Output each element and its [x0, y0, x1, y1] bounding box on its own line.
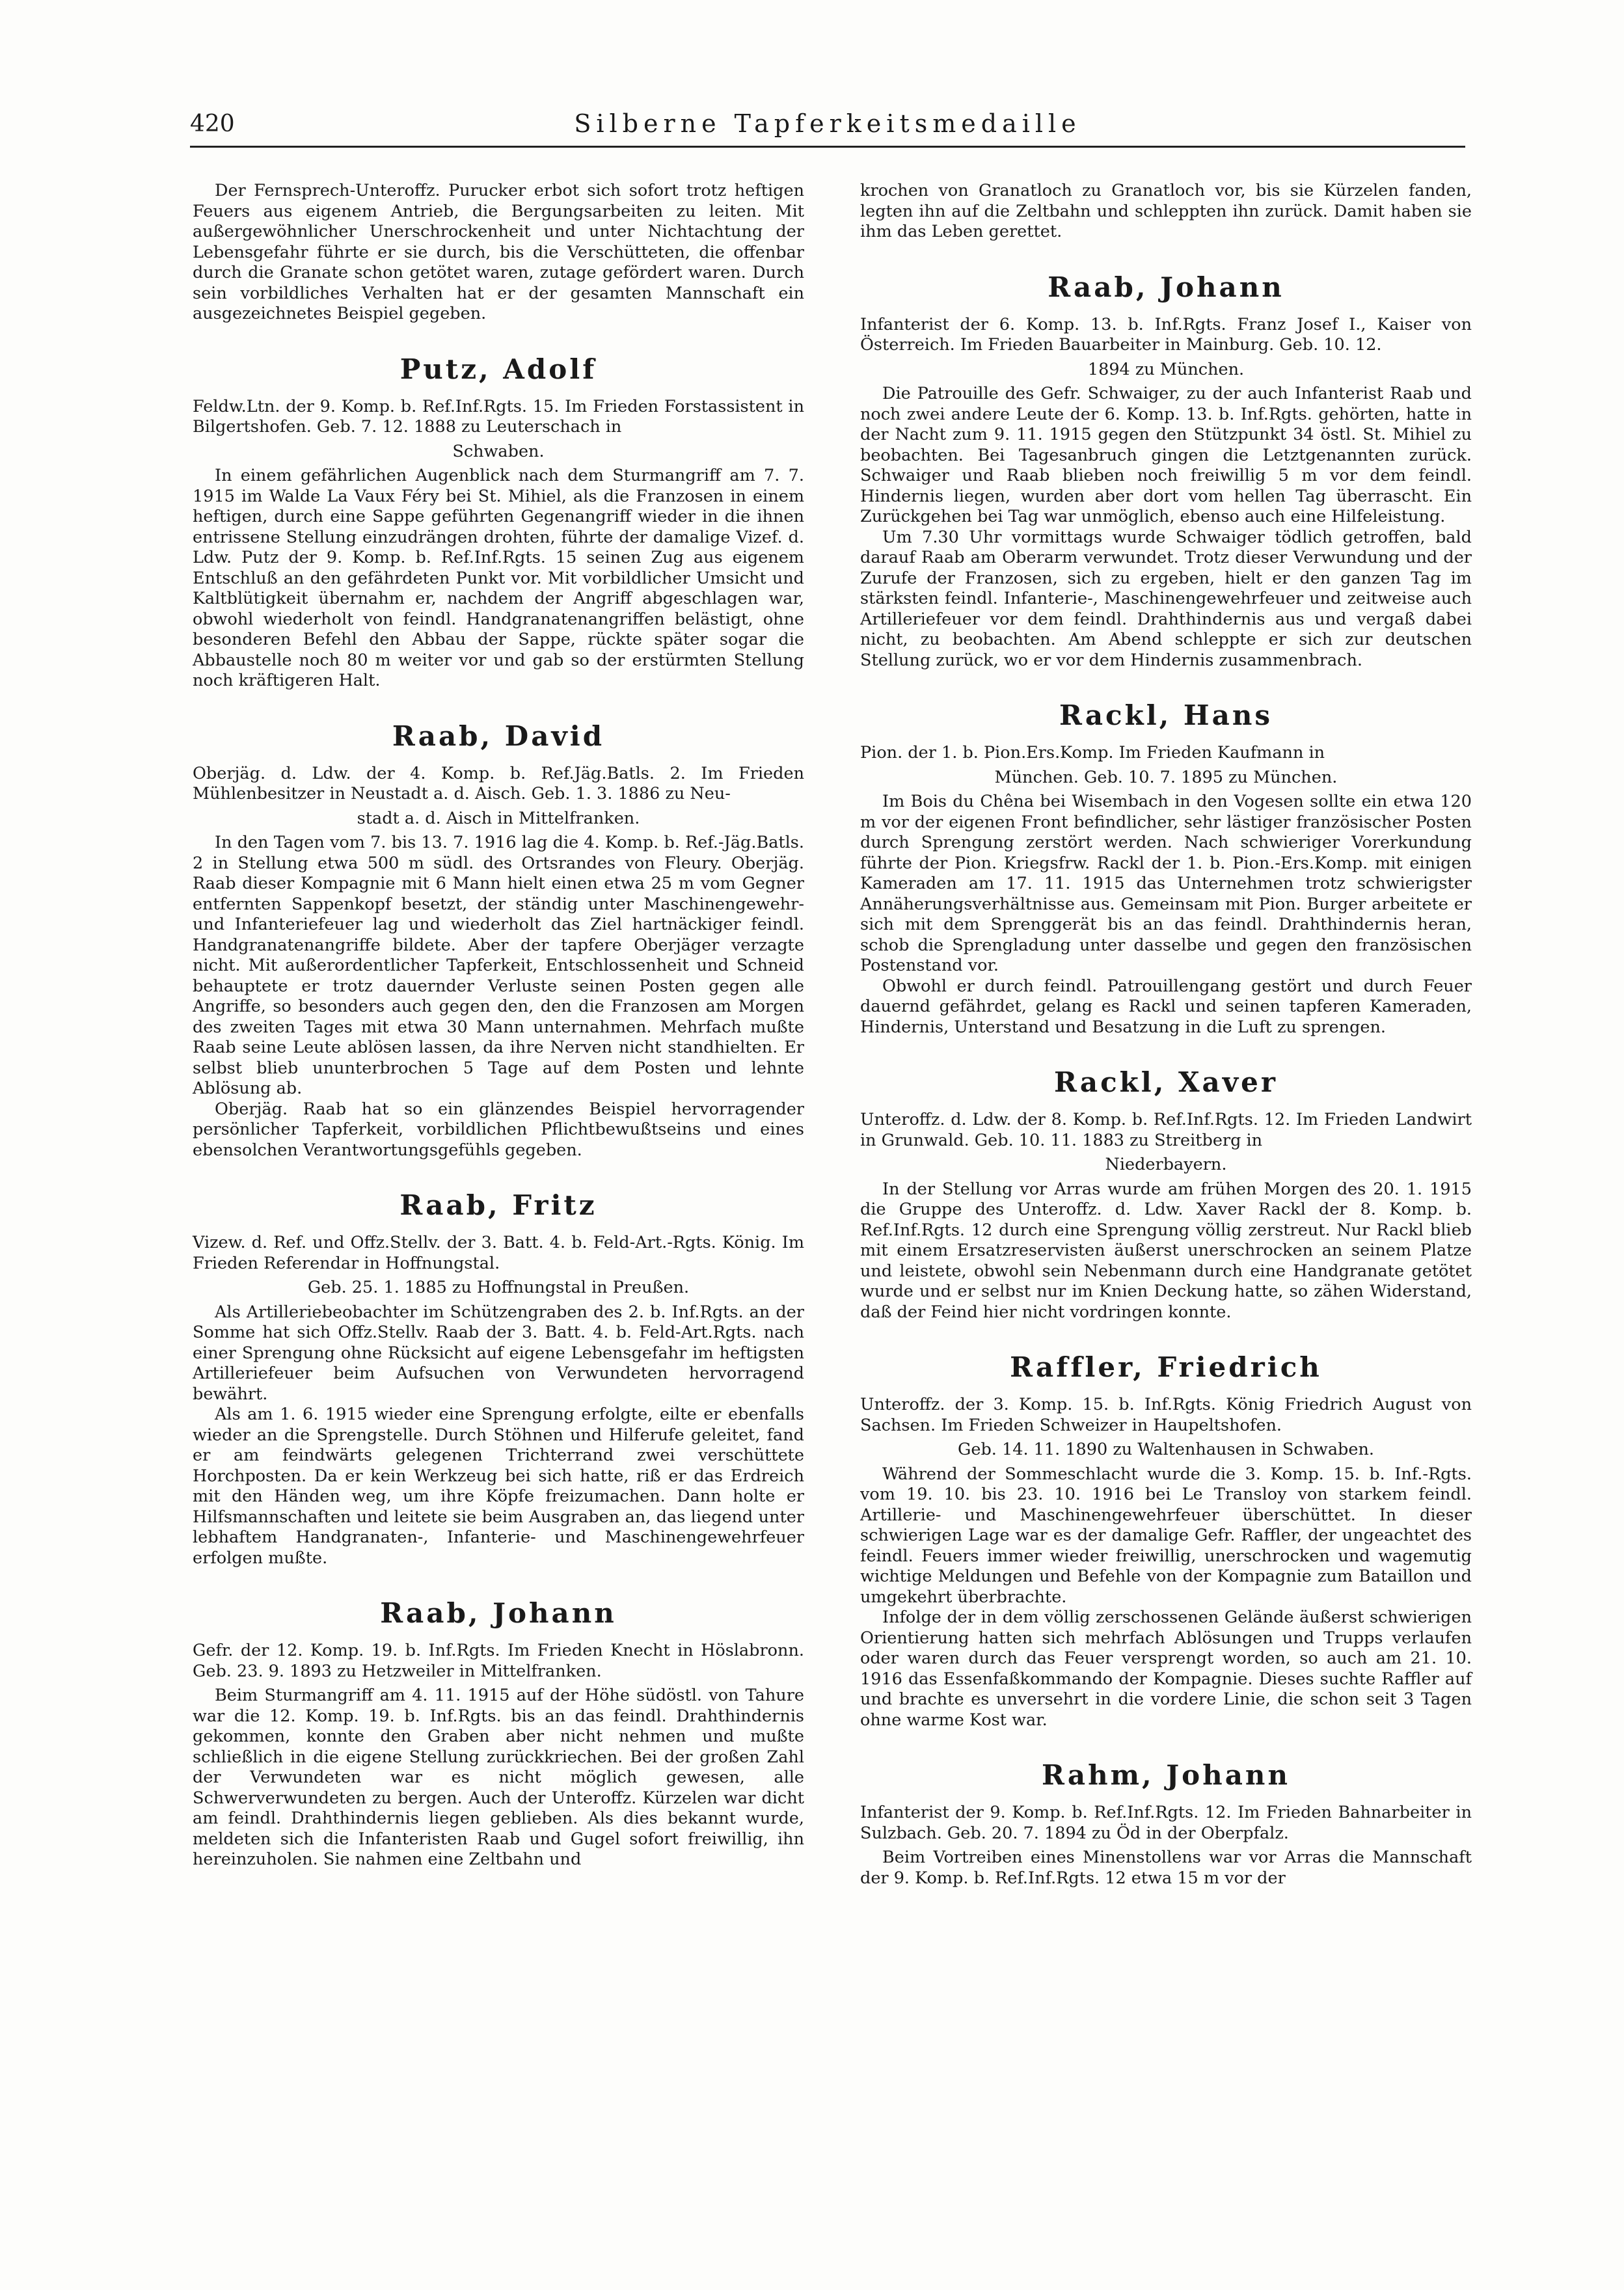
- page-number: 420: [190, 111, 235, 137]
- entry-name: Raab, Johann: [380, 1597, 617, 1629]
- paragraph: Während der Sommeschlacht wurde die 3. Komp. 15. b. Inf.-Rgts. vom 19. 10. bis 23. 10. 1916 bei Le Transloy von starkem feindl. Artillerie- und Maschinengewehrfeuer überschüttet. In dieser schwierigen Lage war es der damalige Gefr. Raffler, der ungeachtet des feindl. Feuers immer wieder freiwillig, unerschrocken und wagemutig wichtige Meldungen und Befehle von der Kompagnie zum Bataillon und umgekehrt überbrachte.: [860, 1464, 1472, 1607]
- entry-bio-end: Niederbayern.: [1105, 1155, 1227, 1174]
- page-header: [190, 109, 1465, 148]
- paragraph: Beim Sturmangriff am 4. 11. 1915 auf der Höhe südöstl. von Tahure war die 12. Komp. 19. b. Inf.Rgts. bis an das feindl. Drahthindernis gekommen, konnte den Graben aber nicht nehmen und mußte schließlich in die eigene Stellung zurückkriechen. Bei der großen Zahl der Verwundeten war es nicht möglich gewesen, alle Schwerverwundeten zu bergen. Auch der Unteroffz. Kürzelen war dicht am feindl. Drahthindernis liegen geblieben. Als dies bekannt wurde, meldeten sich die Infanteristen Raab und Gugel sofort freiwillig, ihn hereinzuholen. Sie nahmen eine Zeltbahn und: [193, 1686, 804, 1869]
- right-column: [860, 181, 1472, 1889]
- paragraph-continuation: krochen von Granatloch zu Granatloch vor, bis sie Kürzelen fanden, legten ihn auf die Zeltbahn und schleppten ihn zurück. Damit haben sie ihm das Leben gerettet.: [860, 181, 1472, 241]
- entry-bio-end: Geb. 25. 1. 1885 zu Hoffnungstal in Preußen.: [307, 1278, 690, 1297]
- entry-name: Raffler, Friedrich: [1010, 1351, 1322, 1383]
- paragraph: In der Stellung vor Arras wurde am frühen Morgen des 20. 1. 1915 die Gruppe des Unteroffz. d. Ldw. Xaver Rackl der 8. Komp. b. Ref.Inf.Rgts. 12 durch eine Sprengung völlig zerstreut. Nur Rackl blieb mit einem Ersatzreservisten äußerst unerschrocken an seinem Platze und leistete, obwohl sein Nebenmann durch eine Handgranate getötet wurde und er selbst nur im Knien Deckung hatte, so zähen Widerstand, daß der Feind hier nicht vordringen konnte.: [860, 1179, 1472, 1322]
- paragraph: Oberjäg. Raab hat so ein glänzendes Beispiel hervorragender persönlicher Tapferkeit, vorbildlichen Pflichtbewußtseins und eines ebensolchen Verantwortungsgefühls gegeben.: [193, 1099, 804, 1160]
- left-column: [193, 181, 804, 1870]
- entry-bio-end: 1894 zu München.: [1087, 359, 1245, 379]
- entry-bio: Pion. der 1. b. Pion.Ers.Komp. Im Frieden Kaufmann in: [860, 743, 1325, 762]
- entry-bio: Gefr. der 12. Komp. 19. b. Inf.Rgts. Im Frieden Knecht in Höslabronn. Geb. 23. 9. 1893 zu Hetzweiler in Mittelfranken.: [193, 1641, 804, 1681]
- paragraph: Beim Vortreiben eines Minenstollens war vor Arras die Mannschaft der 9. Komp. b. Ref.Inf.Rgts. 12 etwa 15 m vor der: [860, 1848, 1472, 1888]
- paragraph: Als Artilleriebeobachter im Schützengraben des 2. b. Inf.Rgts. an der Somme hat sich Offz.Stellv. Raab der 3. Batt. 4. b. Feld-Art.Rgts. nach einer Sprengung ohne Rücksicht auf eigene Lebensgefahr im heftigsten Artilleriefeuer beim Aufsuchen von Verwundeten hervorragend bewährt.: [193, 1302, 804, 1404]
- entry-name: Raab, Fritz: [399, 1189, 597, 1221]
- entry-name: Rackl, Hans: [1059, 699, 1273, 731]
- entry-name: Raab, David: [392, 720, 605, 752]
- paragraph: In den Tagen vom 7. bis 13. 7. 1916 lag die 4. Komp. b. Ref.-Jäg.Batls. 2 in Stellung etwa 500 m südl. des Ortsrandes von Fleury. Oberjäg. Raab dieser Kompagnie mit 6 Mann hielt einen etwa 25 m vom Gegner entfernten Sappenkopf besetzt, der ständig unter Maschinengewehr- und Infanteriefeuer lag und wiederholt das Ziel hartnäckiger feindl. Handgranatenangriffe bildete. Aber der tapfere Oberjäger verzagte nicht. Mit außerordentlicher Tapferkeit, Entschlossenheit und Schneid behauptete er trotz dauernder Verluste seinen Posten gegen alle Angriffe, so besonders auch gegen den, den die Franzosen am Morgen des zweiten Tages mit etwa 30 Mann unternahmen. Mehrfach mußte Raab seine Leute ablösen lassen, da ihre Nerven nicht standhielten. Er selbst blieb ununterbrochen 5 Tage auf dem Posten und lehnte Ablösung ab.: [193, 833, 804, 1098]
- entry-bio-end: München. Geb. 10. 7. 1895 zu München.: [994, 767, 1338, 787]
- paragraph: Der Fernsprech-Unteroffz. Purucker erbot sich sofort trotz heftigen Feuers aus eigenem Antrieb, die Bergungsarbeiten zu leiten. Mit außergewöhnlicher Unerschrockenheit und unter Nichtachtung der Lebensgefahr führte er sie durch, bis die Verschütteten, die offenbar durch die Granate schon getötet waren, zutage gefördert waren. Durch sein vorbildliches Verhalten hat er der gesamten Mannschaft ein ausgezeichnetes Beispiel gegeben.: [193, 181, 804, 323]
- entry-name: Raab, Johann: [1048, 271, 1284, 303]
- paragraph: Die Patrouille des Gefr. Schwaiger, zu der auch Infanterist Raab und noch zwei andere Leute der 6. Komp. 13. b. Inf.Rgts. gehörten, hatte in der Nacht zum 9. 11. 1915 gegen den Stützpunkt 34 östl. St. Mihiel zu beobachten. Bei Tagesanbruch gingen die Letztgenannten zurück. Schwaiger und Raab blieben noch freiwillig 5 m vor dem feindl. Hindernis liegen, wurden aber dort vom hellen Tag überrascht. Ein Zurückgehen bei Tag war unmöglich, ebenso auch eine Hilfeleistung.: [860, 384, 1472, 526]
- entry-name: Rahm, Johann: [1041, 1759, 1290, 1791]
- paragraph: Infolge der in dem völlig zerschossenen Gelände äußerst schwierigen Orientierung hatten sich mehrfach Ablösungen und Trupps verlaufen oder waren durch das Feuer versprengt worden, so auch am 21. 10. 1916 das Essenfaßkommando der Kompagnie. Dieses suchte Raffler auf und brachte es unversehrt in die vordere Linie, die schon seit 3 Tagen ohne warme Kost war.: [860, 1608, 1472, 1730]
- entry-bio-end: stadt a. d. Aisch in Mittelfranken.: [357, 808, 640, 828]
- entry-name: Putz, Adolf: [399, 353, 597, 385]
- entry-bio: Unteroffz. der 3. Komp. 15. b. Inf.Rgts. König Friedrich August von Sachsen. Im Frieden Schweizer in Haupeltshofen.: [860, 1395, 1472, 1435]
- entry-bio-end: Geb. 14. 11. 1890 zu Waltenhausen in Schwaben.: [958, 1440, 1374, 1459]
- paragraph: In einem gefährlichen Augenblick nach dem Sturmangriff am 7. 7. 1915 im Walde La Vaux Féry bei St. Mihiel, als die Franzosen in einem heftigen, durch eine Sappe geführten Gegenangriff wieder in die ihnen entrissene Stellung einzudrängen drohten, führte der damalige Vizef. d. Ldw. Putz der 9. Komp. b. Ref.Inf.Rgts. 15 seinen Zug aus eigenem Entschluß an den gefährdeten Punkt vor. Mit vorbildlicher Umsicht und Kaltblütigkeit übernahm er, nachdem der Angriff abgeschlagen war, obwohl wiederholt von feindl. Handgranatenangriffen belästigt, ohne besonderen Befehl den Abbau der Sappe, rückte später sogar die Abbaustelle noch 80 m weiter vor und gab so der erstürmten Stellung noch kräftigeren Halt.: [193, 466, 804, 690]
- entry-bio: Infanterist der 9. Komp. b. Ref.Inf.Rgts. 12. Im Frieden Bahnarbeiter in Sulzbach. Geb. 20. 7. 1894 zu Öd in der Oberpfalz.: [860, 1803, 1472, 1843]
- entry-bio: Infanterist der 6. Komp. 13. b. Inf.Rgts. Franz Josef I., Kaiser von Österreich. Im Frieden Bauarbeiter in Mainburg. Geb. 10. 12.: [860, 314, 1472, 355]
- running-title: Silberne Tapferkeitsmedaille: [574, 109, 1081, 138]
- paragraph: Um 7.30 Uhr vormittags wurde Schwaiger tödlich getroffen, bald darauf Raab am Oberarm verwundet. Trotz dieser Verwundung und der Zurufe der Franzosen, sich zu ergeben, hielt er den ganzen Tag im stärksten feindl. Infanterie-, Maschinengewehrfeuer und zeitweise auch Artilleriefeuer vor dem feindl. Drahthindernis aus und vergaß dabei nicht, zu beobachten. Am Abend schleppte er sich zur deutschen Stellung zurück, wo er vor dem Hindernis zusammenbrach.: [860, 527, 1472, 670]
- entry-bio: Oberjäg. d. Ldw. der 4. Komp. b. Ref.Jäg.Batls. 2. Im Frieden Mühlenbesitzer in Neustadt a. d. Aisch. Geb. 1. 3. 1886 zu Neu-: [193, 763, 804, 803]
- entry-bio-end: Schwaben.: [452, 441, 545, 461]
- paragraph: Obwohl er durch feindl. Patrouillengang gestört und durch Feuer dauernd gefährdet, gelang es Rackl und seinen tapferen Kameraden, Hindernis, Unterstand und Besatzung in die Luft zu sprengen.: [860, 976, 1472, 1037]
- paragraph: Im Bois du Chêna bei Wisembach in den Vogesen sollte ein etwa 120 m vor der eigenen Front befindlicher, sehr lästiger französischer Posten durch Sprengung zerstört werden. Nach schwieriger Vorerkundung führte der Pion. Kriegsfrw. Rackl der 1. b. Pion.-Ers.Komp. mit einigen Kameraden am 17. 11. 1915 das Unternehmen trotz schwierigster Annäherungsverhältnisse aus. Gemeinsam mit Pion. Burger arbeitete er sich mit dem Sprenggerät bis an das feindl. Drahthindernis heran, schob die Sprengladung unter dasselbe und gegen den französischen Postenstand vor.: [860, 792, 1472, 975]
- paragraph: Als am 1. 6. 1915 wieder eine Sprengung erfolgte, eilte er ebenfalls wieder an die Sprengstelle. Durch Stöhnen und Hilferufe geleitet, fand er am feindwärts gelegenen Trichterrand zwei verschüttete Horchposten. Da er kein Werkzeug bei sich hatte, riß er das Erdreich mit den Händen weg, um ihre Köpfe freizumachen. Dann holte er Hilfsmannschaften und leitete sie beim Ausgraben an, das liegend unter lebhaftem Handgranaten-, Infanterie- und Maschinengewehrfeuer erfolgen mußte.: [193, 1405, 804, 1568]
- entry-bio: Feldw.Ltn. der 9. Komp. b. Ref.Inf.Rgts. 15. Im Frieden Forstassistent in Bilgertshofen. Geb. 7. 12. 1888 zu Leuterschach in: [193, 396, 804, 437]
- entry-bio: Unteroffz. d. Ldw. der 8. Komp. b. Ref.Inf.Rgts. 12. Im Frieden Landwirt in Grunwald. Geb. 10. 11. 1883 zu Streitberg in: [860, 1110, 1472, 1150]
- entry-bio: Vizew. d. Ref. und Offz.Stellv. der 3. Batt. 4. b. Feld-Art.-Rgts. König. Im Frieden Referendar in Hoffnungstal.: [193, 1233, 804, 1273]
- entry-name: Rackl, Xaver: [1053, 1066, 1278, 1098]
